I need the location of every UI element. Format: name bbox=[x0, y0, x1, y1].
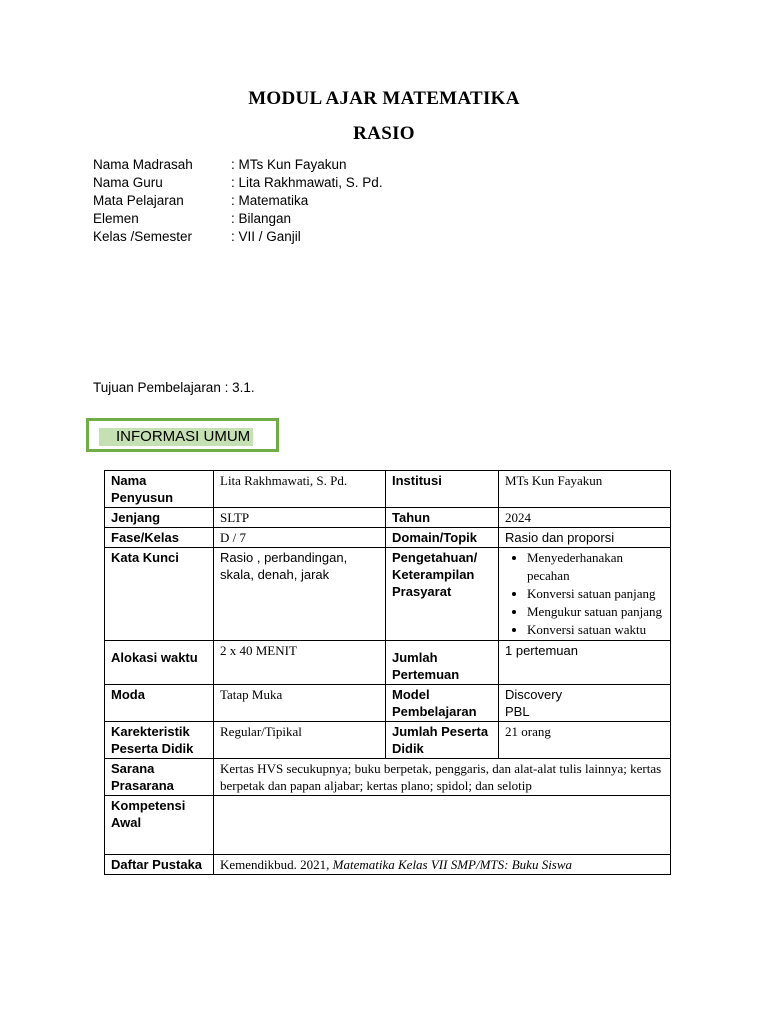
table-row bbox=[105, 855, 671, 875]
karakteristik-value: Regular/Tipikal bbox=[214, 722, 386, 759]
meta-label: Nama Guru bbox=[93, 175, 163, 190]
prasyarat-label: Pengetahuan/ Keterampilan Prasyarat bbox=[386, 548, 499, 641]
list-item: • Konversi satuan waktu bbox=[527, 621, 664, 639]
alokasi-value: 2 x 40 MENIT bbox=[214, 641, 386, 685]
model-label: Model Pembelajaran bbox=[386, 685, 499, 722]
jumlah-pertemuan-value: 1 pertemuan bbox=[499, 641, 671, 685]
meta-row-elemen bbox=[93, 210, 383, 228]
alokasi-label: Alokasi waktu bbox=[105, 641, 214, 685]
moda-value: Tatap Muka bbox=[214, 685, 386, 722]
document-title: MODUL AJAR MATEMATIKA bbox=[248, 88, 520, 109]
moda-label: Moda bbox=[105, 685, 214, 722]
table-row bbox=[105, 528, 671, 548]
nama-penyusun-label: Nama Penyusun bbox=[105, 471, 214, 508]
prasyarat-list bbox=[505, 549, 664, 639]
learning-goal: Tujuan Pembelajaran : 3.1. bbox=[93, 380, 255, 395]
kata-kunci-label: Kata Kunci bbox=[105, 548, 214, 641]
list-item: • Mengukur satuan panjang bbox=[527, 603, 664, 621]
meta-row-guru bbox=[93, 174, 383, 192]
jenjang-label: Jenjang bbox=[105, 508, 214, 528]
sarana-value: Kertas HVS secukupnya; buku berpetak, penggaris, dan alat-alat tulis lainnya; kertas berpetak dan papan aljabar; kertas plano; spidol; dan selotip bbox=[214, 759, 671, 796]
nama-penyusun-value: Lita Rakhmawati, S. Pd. bbox=[214, 471, 386, 508]
karakteristik-label: Karekteristik Peserta Didik bbox=[105, 722, 214, 759]
document-subtitle: RASIO bbox=[353, 123, 415, 144]
table-row bbox=[105, 685, 671, 722]
meta-value: : MTs Kun Fayakun bbox=[231, 157, 347, 172]
meta-row-kelas bbox=[93, 228, 383, 246]
table-row bbox=[105, 471, 671, 508]
jumlah-pertemuan-label: Jumlah Pertemuan bbox=[386, 641, 499, 685]
pustaka-value bbox=[214, 855, 671, 875]
table-row bbox=[105, 796, 671, 855]
tahun-value: 2024 bbox=[499, 508, 671, 528]
meta-row-madrasah bbox=[93, 156, 383, 174]
list-item: • Konversi satuan panjang bbox=[527, 585, 664, 603]
model-value-cell bbox=[499, 685, 671, 722]
meta-label: Nama Madrasah bbox=[93, 157, 193, 172]
section-heading-box bbox=[86, 418, 279, 452]
meta-label: Kelas /Semester bbox=[93, 229, 193, 244]
identity-block bbox=[93, 156, 383, 246]
fase-label: Fase/Kelas bbox=[105, 528, 214, 548]
table-row bbox=[105, 548, 671, 641]
table-row bbox=[105, 641, 671, 685]
jumlah-peserta-value: 21 orang bbox=[499, 722, 671, 759]
pustaka-prefix: Kemendikbud. 2021, bbox=[220, 857, 333, 872]
meta-value: : Matematika bbox=[231, 193, 309, 208]
pustaka-label: Daftar Pustaka bbox=[105, 855, 214, 875]
model-value-1: Discovery bbox=[505, 687, 563, 702]
kompetensi-label: Kompetensi Awal bbox=[105, 796, 214, 855]
meta-value: : Lita Rakhmawati, S. Pd. bbox=[231, 175, 383, 190]
table-row bbox=[105, 508, 671, 528]
kata-kunci-value: Rasio , perbandingan, skala, denah, jarak bbox=[214, 548, 386, 641]
domain-value: Rasio dan proporsi bbox=[499, 528, 671, 548]
kompetensi-value bbox=[214, 796, 671, 855]
prasyarat-list-cell bbox=[499, 548, 671, 641]
meta-label: Mata Pelajaran bbox=[93, 193, 184, 208]
general-info-table bbox=[104, 470, 671, 875]
table-row bbox=[105, 722, 671, 759]
institusi-value: MTs Kun Fayakun bbox=[499, 471, 671, 508]
table-row bbox=[105, 759, 671, 796]
jumlah-peserta-label: Jumlah Peserta Didik bbox=[386, 722, 499, 759]
meta-row-mapel bbox=[93, 192, 383, 210]
meta-label: Elemen bbox=[93, 211, 139, 226]
meta-value: : VII / Ganjil bbox=[231, 229, 301, 244]
jenjang-value: SLTP bbox=[214, 508, 386, 528]
fase-value: D / 7 bbox=[214, 528, 386, 548]
model-value-2: PBL bbox=[505, 704, 530, 719]
tahun-label: Tahun bbox=[386, 508, 499, 528]
list-item: • Menyederhanakan pecahan bbox=[527, 549, 664, 585]
institusi-label: Institusi bbox=[386, 471, 499, 508]
section-heading: INFORMASI UMUM bbox=[99, 428, 253, 446]
sarana-label: Sarana Prasarana bbox=[105, 759, 214, 796]
meta-value: : Bilangan bbox=[231, 211, 292, 226]
pustaka-title: Matematika Kelas VII SMP/MTS: Buku Siswa bbox=[332, 857, 573, 872]
domain-label: Domain/Topik bbox=[386, 528, 499, 548]
